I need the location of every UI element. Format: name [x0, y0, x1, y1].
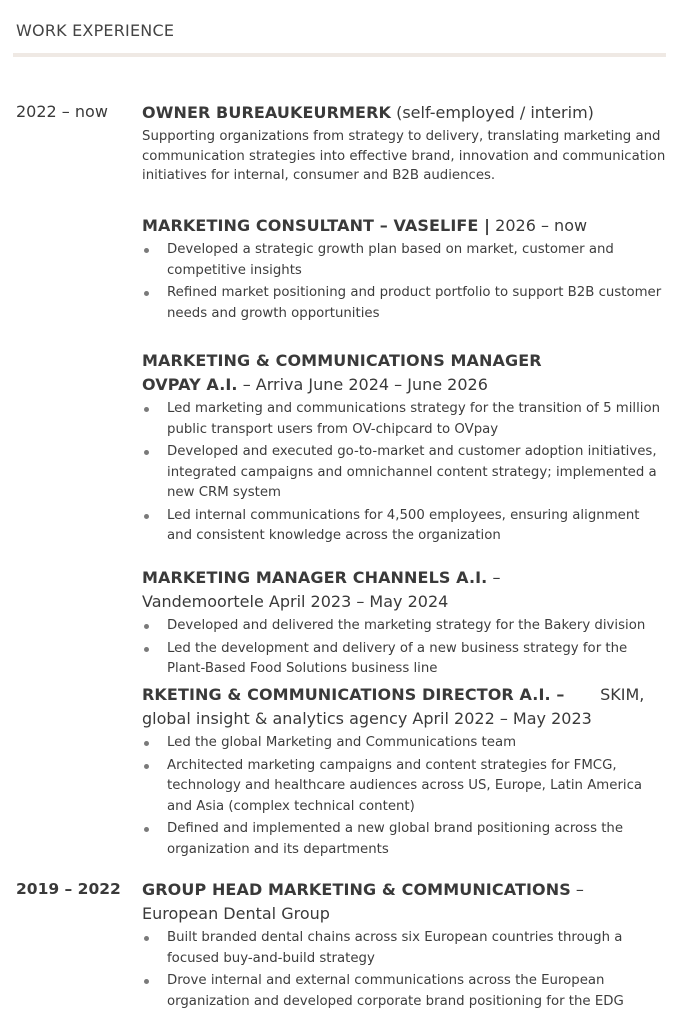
- bullet-text: Refined market positioning and product portfolio to support B2B customer needs and growth opportunities: [167, 285, 662, 321]
- list-item: [142, 971, 667, 1012]
- list-item: [142, 756, 667, 818]
- entry-period: 2019 – 2022: [16, 880, 121, 898]
- entry-title-line2: global insight & analytics agency April 2022 – May 2023: [142, 709, 592, 728]
- list-item: [142, 399, 667, 440]
- entry-bullets: [142, 399, 667, 547]
- entry-title-rest: – Arriva June 2024 – June 2026: [237, 375, 488, 394]
- entry-title-bold: MARKETING CONSULTANT – VASELIFE |: [142, 216, 491, 235]
- list-item: [142, 819, 667, 860]
- bullet-icon: [144, 936, 149, 941]
- entry-title-bold: OWNER BUREAUKEURMERK: [142, 103, 391, 122]
- entry-title-bold: MARKETING MANAGER CHANNELS A.I.: [142, 568, 488, 587]
- bullet-text: Developed a strategic growth plan based on market, customer and competitive insights: [167, 242, 614, 278]
- entry-bullets: [142, 240, 667, 324]
- entry-description: Supporting organizations from strategy to delivery, translating marketing and communication strategies into effective brand, innovation and communication initiatives for internal, consumer and B2B audiences.: [142, 129, 666, 183]
- section-title: WORK EXPERIENCE: [16, 21, 175, 40]
- bullet-icon: [144, 248, 149, 253]
- entry-title-rest: –: [570, 880, 584, 899]
- list-item: [142, 283, 667, 324]
- bullet-text: Drove internal and external communications across the European organization and developed corporate brand positioning for the EDG: [167, 973, 624, 1009]
- entry-title: [142, 683, 667, 707]
- entry-title-bold: MARKETING & COMMUNICATIONS MANAGER: [142, 351, 542, 370]
- experience-entry: [142, 683, 667, 862]
- bullet-text: Defined and implemented a new global brand positioning across the organization and its departments: [167, 821, 624, 857]
- entry-title-bold: RKETING & COMMUNICATIONS DIRECTOR A.I. –: [142, 685, 565, 704]
- bullet-icon: [144, 764, 149, 769]
- bullet-icon: [144, 407, 149, 412]
- entry-title-bold: OVPAY A.I.: [142, 375, 238, 394]
- list-item: [142, 733, 667, 754]
- experience-entry: [142, 349, 667, 549]
- experience-entry: [142, 214, 667, 326]
- entry-title: [142, 373, 667, 397]
- bullet-icon: [144, 741, 149, 746]
- bullet-text: Built branded dental chains across six European countries through a focused buy-and-build strategy: [167, 930, 623, 966]
- entry-title: [142, 878, 667, 902]
- experience-entry: [142, 566, 667, 682]
- list-item: [142, 442, 667, 504]
- bullet-icon: [144, 647, 149, 652]
- list-item: [142, 506, 667, 547]
- bullet-text: Developed and delivered the marketing strategy for the Bakery division: [167, 618, 646, 633]
- entry-title: [142, 214, 667, 238]
- entry-title-rest: –: [487, 568, 501, 587]
- entry-title: [142, 101, 667, 125]
- entry-period: 2022 – now: [16, 102, 108, 121]
- bullet-icon: [144, 291, 149, 296]
- list-item: [142, 928, 667, 969]
- bullet-text: Developed and executed go-to-market and customer adoption initiatives, integrated campaigns and omnichannel content strategy; implemented a new CRM system: [167, 444, 657, 500]
- bullet-text: Led marketing and communications strategy for the transition of 5 million public transport users from OV-chipcard to OVpay: [167, 401, 661, 437]
- list-item: [142, 240, 667, 281]
- bullet-text: Led the development and delivery of a new business strategy for the Plant-Based Food Solutions business line: [167, 640, 628, 676]
- entry-title-rest: (self-employed / interim): [391, 103, 594, 122]
- entry-bullets: [142, 616, 667, 680]
- entry-title-line2: European Dental Group: [142, 904, 330, 923]
- entry-title-bold: GROUP HEAD MARKETING & COMMUNICATIONS: [142, 880, 571, 899]
- entry-title: [142, 566, 667, 590]
- experience-entry: [142, 878, 667, 1014]
- entry-title-line2: Vandemoortele April 2023 – May 2024: [142, 592, 449, 611]
- entry-title-rest: SKIM,: [564, 685, 645, 704]
- bullet-text: Led internal communications for 4,500 employees, ensuring alignment and consistent knowledge across the organization: [167, 507, 640, 543]
- section-divider: [13, 53, 666, 57]
- entry-title-line1: [142, 349, 667, 373]
- bullet-icon: [144, 450, 149, 455]
- bullet-icon: [144, 624, 149, 629]
- experience-entry: [142, 101, 667, 186]
- bullet-icon: [144, 979, 149, 984]
- list-item: [142, 616, 667, 637]
- bullet-text: Led the global Marketing and Communications team: [167, 735, 517, 750]
- bullet-icon: [144, 514, 149, 519]
- bullet-text: Architected marketing campaigns and content strategies for FMCG, technology and healthcare audiences across US, Europe, Latin America and Asia (complex technical content): [167, 757, 643, 814]
- bullet-icon: [144, 827, 149, 832]
- entry-title-rest: 2026 – now: [490, 216, 588, 235]
- entry-bullets: [142, 733, 667, 860]
- list-item: [142, 639, 667, 680]
- entry-bullets: [142, 928, 667, 1012]
